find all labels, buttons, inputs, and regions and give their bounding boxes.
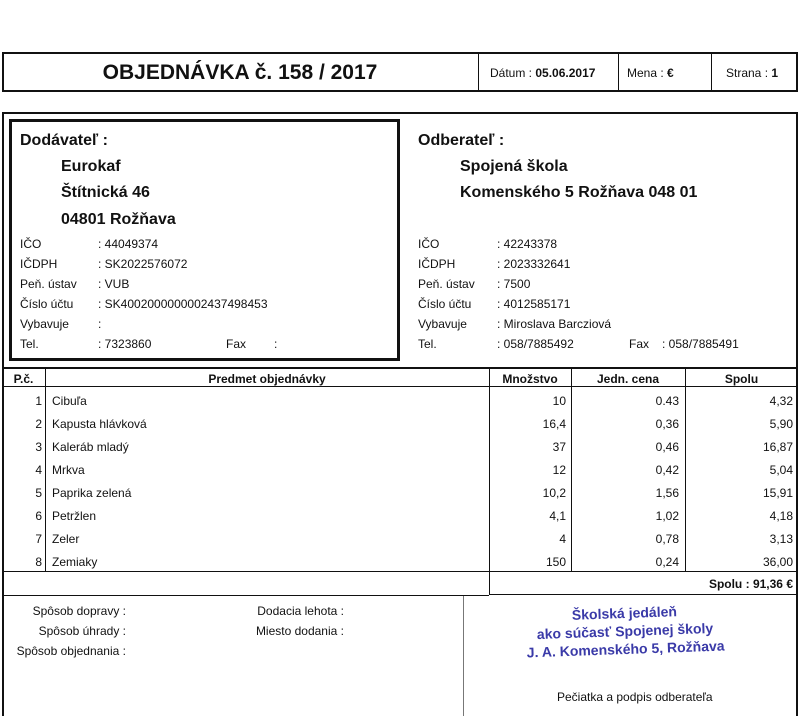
page-label: Strana : [726,66,769,80]
date-value: 05.06.2017 [535,66,596,80]
signature-label: Pečiatka a podpis odberateľa [557,690,713,704]
row-total: 5,90 [769,417,793,431]
row-no: 7 [35,532,42,546]
customer-label: Peň. ústav [418,277,475,291]
supplier-value: : 7323860 [98,337,152,351]
row-price: 1,02 [655,509,679,523]
supplier-street: Štítnická 46 [61,184,150,201]
row-qty: 16,4 [542,417,566,431]
supplier-value: : 44049374 [98,237,159,251]
currency-value: € [667,66,674,80]
row-item: Zeler [52,532,80,546]
row-no: 3 [35,440,42,454]
row-no: 8 [35,555,42,569]
customer-label: Vybavuje [418,317,467,331]
stamp-line: J. A. Komenského 5, Rožňava [526,637,725,661]
row-item: Paprika zelená [52,486,132,500]
row-total: 4,18 [769,509,793,523]
row-total: 5,04 [769,463,793,477]
col-header-qty: Množstvo [502,372,558,386]
row-price: 0,46 [655,440,679,454]
customer-value: : 058/7885492 [497,337,574,351]
row-qty: 4 [559,532,566,546]
row-qty: 10,2 [542,486,566,500]
supplier-value: : [98,317,102,331]
supplier-label: Vybavuje [20,317,69,331]
sum-label: Spolu : [708,577,750,591]
row-price: 0,42 [655,463,679,477]
row-total: 16,87 [762,440,793,454]
supplier-value: : SK4002000000002437498453 [98,297,268,311]
stamp-line: Školská jedáleň [571,603,678,623]
row-no: 5 [35,486,42,500]
row-price: 0.43 [655,394,679,408]
supplier-value: : SK2022576072 [98,257,188,271]
supplier-heading: Dodávateľ : [20,132,108,149]
row-price: 0,36 [655,417,679,431]
school-stamp [504,600,746,662]
delivery-place-label: Miesto dodania : [255,624,344,638]
customer-label: Číslo účtu [418,297,472,311]
supplier-name: Eurokaf [61,158,121,175]
customer-address: Komenského 5 Rožňava 048 01 [460,184,698,201]
customer-value: : 4012585171 [497,297,571,311]
order-title: OBJEDNÁVKA č. 158 / 2017 [102,61,378,84]
row-item: Petržlen [52,509,97,523]
supplier-value: : VUB [98,277,130,291]
customer-heading: Odberateľ : [418,132,505,149]
customer-label: Tel. [418,337,437,351]
supplier-label: Tel. [20,337,39,351]
customer-name: Spojená škola [460,158,568,175]
row-total: 4,32 [769,394,793,408]
payment-label: Spôsob úhrady : [38,624,126,638]
col-header-total: Spolu [724,372,759,386]
customer-label: IČDPH [418,257,456,271]
row-qty: 12 [552,463,566,477]
row-price: 0,24 [655,555,679,569]
row-price: 0,78 [655,532,679,546]
row-no: 2 [35,417,42,431]
row-total: 3,13 [769,532,793,546]
page-field [726,66,778,80]
sum-value: 91,36 € [752,577,793,591]
customer-value: : 42243378 [497,237,558,251]
supplier-label: Peň. ústav [20,277,77,291]
customer-value: : Miroslava Barcziová [497,317,612,331]
transport-label: Spôsob dopravy : [32,604,126,618]
date-field [490,66,595,80]
row-no: 1 [35,394,42,408]
row-item: Cibuľa [52,394,87,408]
page-value: 1 [771,66,779,80]
col-header-item: Predmet objednávky [208,372,326,386]
customer-value: : 2023332641 [497,257,571,271]
row-price: 1,56 [655,486,679,500]
col-header-price: Jedn. cena [596,372,660,386]
delivery-term-label: Dodacia lehota : [257,604,344,618]
row-item: Kaleráb mladý [52,440,129,454]
supplier-fax-value: : [274,337,278,351]
supplier-label: IČDPH [20,257,58,271]
date-label: Dátum : [490,66,533,80]
col-header-no: P.č. [13,372,34,386]
order-method-label: Spôsob objednania : [16,644,126,658]
row-qty: 37 [552,440,566,454]
row-qty: 4,1 [549,509,566,523]
customer-fax-label: Fax [629,337,650,351]
supplier-city: 04801 Rožňava [61,211,176,228]
customer-label: IČO [418,237,440,251]
row-qty: 150 [545,555,566,569]
currency-field [627,66,674,80]
row-item: Zemiaky [52,555,98,569]
row-no: 6 [35,509,42,523]
supplier-label: IČO [20,237,42,251]
customer-value: : 7500 [497,277,531,291]
row-no: 4 [35,463,42,477]
order-sum [709,577,793,591]
row-item: Kapusta hlávková [52,417,147,431]
stamp-line: ako súčasť Spojenej školy [536,619,714,643]
supplier-fax-label: Fax [226,337,247,351]
row-qty: 10 [552,394,566,408]
row-item: Mrkva [52,463,85,477]
row-total: 36,00 [762,555,793,569]
supplier-label: Číslo účtu [20,297,74,311]
row-total: 15,91 [762,486,793,500]
currency-label: Mena : [627,66,664,80]
customer-fax-value: : 058/7885491 [662,337,739,351]
